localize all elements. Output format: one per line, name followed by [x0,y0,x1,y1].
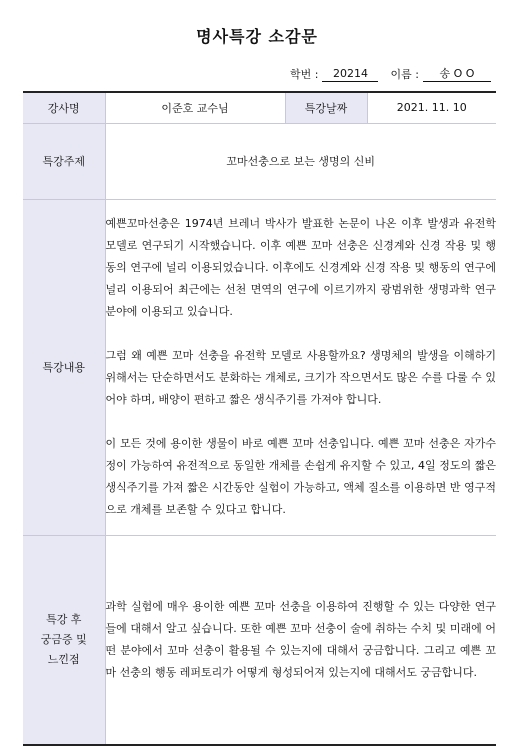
content-paragraph: 예쁜꼬마선충은 1974년 브레너 박사가 발표한 논문이 나온 이후 발생과 유전학 모델로 연구되기 시작했습니다. 이후 예쁜 꼬마 선충은 신경계와 신경 작용 및 행동의 연구에 널리 이용되었습니다. 이후에도 신경계와 신경 작용 및 행동의 연구에 널리 이용되어 최근에는 선천 면역의 연구에 이르기까지 광범위한 생명과학 연구 분야에 이용되고 있습니다. [105,217,496,318]
name-label: 이름 : [390,68,419,81]
student-id-value: 20214 [322,67,378,82]
questions-label-line: 궁금증 및 [40,632,87,646]
questions-paragraph: 과학 실험에 매우 용이한 예쁜 꼬마 선충을 이용하여 진행할 수 있는 다양한 연구들에 대해서 알고 싶습니다. 또한 예쁜 꼬마 선충이 술에 취하는 수치 및 미래에 어떤 분야에서 꼬마 선충이 활용될 수 있는지에 대해서 궁금합니다. 그리고 예쁜 꼬마 선충의 행동 레퍼토리가 어떻게 형성되어져 있는지에 대해서도 궁금합니다. [105,599,496,679]
questions-label [23,535,105,745]
report-table [23,91,496,746]
questions-label-line: 느낀점 [47,652,80,666]
page-title: 명사특강 소감문 [196,27,318,46]
date-value: 2021. 11. 10 [367,92,496,123]
date-label: 특강날짜 [285,92,367,123]
lecturer-label: 강사명 [23,92,105,123]
content-text [105,199,496,535]
questions-text [105,535,496,745]
content-paragraph: 이 모든 것에 용이한 생물이 바로 예쁜 꼬마 선충입니다. 예쁜 꼬마 선충은 자가수정이 가능하여 유전적으로 동일한 개체를 손쉽게 유지할 수 있고, 4일 정도의 짧은 생식주기를 가져 짧은 시간동안 실험이 가능하고, 액체 질소를 이용하면 반 영구적으로 개체를 보존할 수 있다고 합니다. [105,437,496,516]
questions-label-line: 특강 후 [46,612,82,626]
name-value: 송 O O [423,67,491,82]
student-info [290,66,491,82]
topic-label: 특강주제 [23,123,105,199]
student-id-label: 학번 : [290,68,319,81]
table-row [23,199,496,535]
table-row [23,92,496,123]
content-paragraph: 그럼 왜 예쁜 꼬마 선충을 유전학 모델로 사용할까요? 생명체의 발생을 이해하기 위해서는 단순하면서도 분화하는 개체로, 크기가 작으면서도 많은 수를 다룰 수 있어야 하며, 배양이 편하고 짧은 생식주기를 가져야 합니다. [105,349,496,406]
table-row [23,123,496,199]
lecturer-value: 이준호 교수님 [105,92,285,123]
table-row [23,535,496,745]
topic-value: 꼬마선충으로 보는 생명의 신비 [105,123,496,199]
content-label: 특강내용 [23,199,105,535]
